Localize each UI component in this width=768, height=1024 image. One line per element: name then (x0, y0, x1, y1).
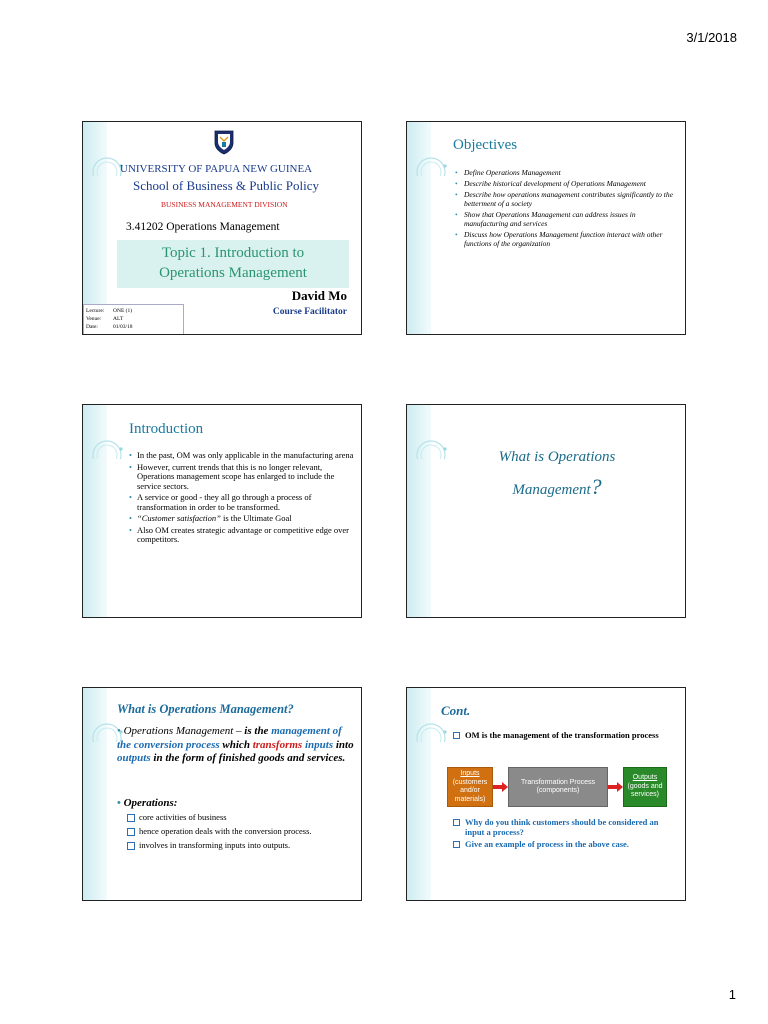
list-item: Why do you think customers should be considered an input a process? (453, 817, 673, 837)
definition-text (117, 725, 357, 766)
arrow-right-icon (493, 782, 508, 792)
presenter-name: David Mo (291, 288, 347, 303)
school-name: School of Business & Public Policy (133, 178, 319, 193)
list-item: • In the past, OM was only applicable in the manufacturing arena (129, 451, 355, 461)
objectives-list (455, 168, 673, 250)
bullet-dot: • (117, 797, 124, 809)
slide-title-text: Introduction (129, 421, 204, 437)
list-item: • Describe how operations management contributes significantly to the betterment of a society (455, 190, 673, 208)
list-item (129, 514, 355, 524)
info-row (86, 308, 181, 316)
list-item: • Show that Operations Management can address issues in manufacturing and services (455, 210, 673, 228)
slide-question (406, 404, 686, 618)
list-item: hence operation deals with the conversion process. (127, 826, 347, 837)
questions-list (453, 817, 673, 851)
info-row (86, 316, 181, 324)
inputs-subtitle: (customers and/or materials) (452, 778, 488, 803)
definition-part: inputs (304, 738, 334, 751)
info-key: Lecture: (86, 308, 105, 314)
handout-date: 3/1/2018 (686, 30, 737, 45)
slide-title-text: What is Operations Management? (117, 702, 294, 716)
info-row (86, 324, 181, 332)
arrow-right-icon (608, 782, 623, 792)
transformation-statement: OM is the management of the transformation process (453, 730, 668, 740)
bullet-dot: • (117, 725, 121, 737)
list-item: involves in transforming inputs into outputs. (127, 840, 347, 851)
slide-definition (82, 687, 362, 901)
definition-part: which (219, 738, 253, 751)
emphasis-text: “Customer satisfaction” (137, 513, 221, 523)
info-value: ALT (113, 316, 124, 322)
outputs-box (623, 767, 667, 807)
swirl-decoration-icon (89, 419, 129, 459)
topic-line: Topic 1. Introduction to (161, 245, 305, 261)
list-item: • Define Operations Management (455, 168, 673, 177)
page-number: 1 (728, 987, 736, 1002)
question-heading (447, 443, 667, 505)
operations-heading (117, 797, 177, 809)
topic-box (117, 240, 349, 288)
definition-part: is the (244, 725, 269, 737)
question-text: Management (512, 482, 591, 498)
list-item: • Also OM creates strategic advantage or competitive edge over competitors. (129, 526, 355, 545)
list-item: • Discuss how Operations Management function interact with other functions of the organization (455, 230, 673, 248)
info-key: Date: (86, 324, 98, 330)
slide-title-text: Objectives (453, 137, 518, 153)
university-crest-icon (213, 129, 235, 155)
definition-part: management of the conversion process (117, 725, 342, 751)
process-label: Transformation Process (components) (520, 778, 596, 794)
slide-introduction (82, 404, 362, 618)
info-value: ONE (1) (113, 308, 133, 314)
inputs-box (447, 767, 493, 807)
outputs-subtitle: (goods and services) (627, 782, 663, 799)
slide-transformation (406, 687, 686, 901)
presenter-role: Course Facilitator (272, 307, 347, 317)
university-name: UNIVERSITY OF PAPUA NEW GUINEA (120, 163, 313, 175)
outputs-title: Outputs (632, 774, 658, 782)
lecture-info-box (83, 304, 184, 335)
operations-list (127, 812, 347, 854)
definition-part: transforms (252, 738, 303, 751)
slide-objectives (406, 121, 686, 335)
question-line (447, 472, 667, 505)
slide-title (82, 121, 362, 335)
list-item: • However, current trends that this is no longer relevant, Operations management scope has enlarged to include the service sectors. (129, 463, 355, 492)
question-mark: ? (590, 474, 602, 499)
transformation-process-box (508, 767, 608, 807)
info-key: Venue: (86, 316, 102, 322)
introduction-list (129, 451, 355, 547)
swirl-decoration-icon (413, 136, 453, 176)
list-item: core activities of business (127, 812, 347, 823)
definition-part: Operations Management – (123, 725, 245, 737)
definition-part: outputs (117, 752, 151, 764)
slide-title-text: Cont. (441, 703, 471, 718)
list-item: Give an example of process in the above case. (453, 839, 673, 849)
list-item-text: is the Ultimate Goal (220, 513, 292, 523)
operations-label: Operations: (123, 797, 178, 809)
list-item: • A service or good - they all go through a process of transformation in order to be transformed. (129, 493, 355, 512)
question-line: What is Operations (498, 449, 616, 465)
topic-line: Operations Management (159, 265, 307, 281)
definition-part: into (333, 738, 354, 751)
course-code: 3.41202 Operations Management (126, 221, 280, 233)
info-value: 01/03/18 (113, 324, 133, 330)
list-item: • Describe historical development of Operations Management (455, 179, 673, 188)
division-name: BUSINESS MANAGEMENT DIVISION (161, 200, 288, 209)
inputs-title: Inputs (460, 770, 480, 777)
definition-part: in the form of finished goods and services. (150, 752, 346, 764)
